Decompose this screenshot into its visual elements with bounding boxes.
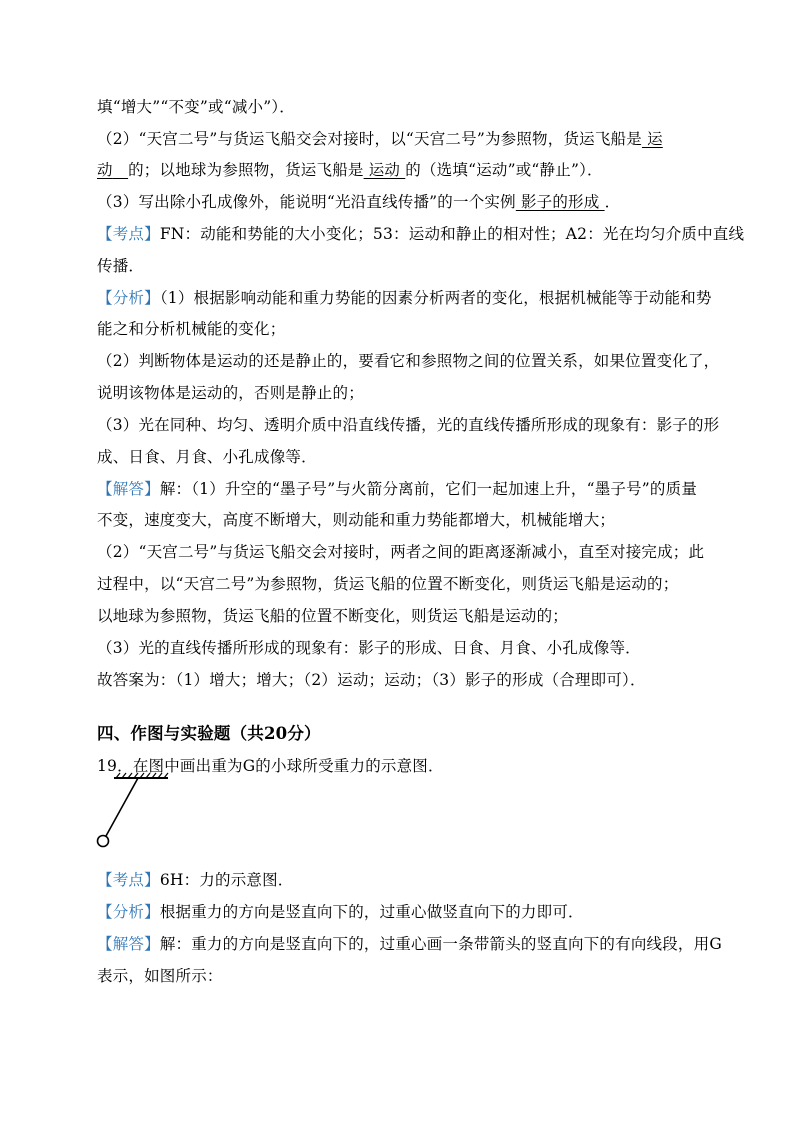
text-segment: 根据重力的方向是竖直向下的，过重心做竖直向下的力即可． — [159, 903, 584, 921]
jieda-tag: 【解答】 — [97, 480, 160, 498]
text-segment: 6H：力的示意图． — [159, 871, 294, 889]
text-line — [97, 256, 144, 276]
section-title: 四、作图与实验题（共20分） — [97, 724, 321, 743]
text-segment: 过程中，以“天宫二号”为参照物，货运飞船的位置不断变化，则货运飞船是运动的； — [97, 575, 679, 593]
text-line — [97, 447, 317, 467]
text-segment: （2）“天宫二号”与货运飞船交会对接时，两者之间的距离逐渐减小，直至对接完成；此 — [97, 543, 705, 561]
text-segment: 能之和分析机械能的变化； — [97, 320, 286, 338]
text-line — [97, 542, 704, 562]
pendulum-figure — [92, 772, 182, 852]
text-line — [97, 510, 615, 530]
text-segment: 的；以地球为参照物，货运飞船是 — [128, 161, 364, 179]
kaodian-tag: 【考点】 — [97, 225, 160, 243]
text-line — [97, 351, 719, 371]
text-segment: 表示，如图所示： — [97, 967, 223, 985]
text-segment: 解：重力的方向是竖直向下的，过重心画一条带箭头的竖直向下的有向线段，用G — [159, 935, 722, 953]
text-segment: 以地球为参照物，货运飞船的位置不断变化，则货运飞船是运动的； — [97, 607, 569, 625]
text-segment: 不变，速度变大，高度不断增大，则动能和重力势能都增大，机械能增大； — [97, 511, 616, 529]
fenxi-tag: 【分析】 — [97, 289, 160, 307]
pendulum-string — [106, 778, 138, 836]
text-segment: （3）光在同种、均匀、透明介质中沿直线传播，光的直线传播所形成的现象有：影子的形 — [97, 416, 720, 434]
text-segment: （3）写出除小孔成像外，能说明“光沿直线传播”的一个实例 — [97, 193, 516, 211]
fenxi-line — [97, 288, 712, 308]
text-line — [97, 97, 295, 117]
kaodian-tag: 【考点】 — [97, 871, 160, 889]
text-segment: 传播． — [97, 257, 145, 275]
text-line — [97, 574, 678, 594]
fenxi-tag: 【分析】 — [97, 903, 160, 921]
text-segment: 故答案为：（1）增大；增大；（2）运动；运动；（3）影子的形成（合理即可）． — [97, 671, 646, 689]
text-segment: 成、日食、月食、小孔成像等． — [97, 448, 317, 466]
answer-blank: 运 — [641, 130, 663, 148]
fenxi-line-2 — [97, 902, 584, 922]
jieda-line-2 — [97, 934, 722, 954]
text-segment: 填“增大”“不变”或“减小”）． — [97, 98, 295, 116]
text-line — [97, 638, 641, 658]
text-line — [97, 129, 663, 149]
text-segment: ． — [604, 193, 621, 211]
small-ball — [98, 836, 109, 847]
text-line — [97, 966, 223, 986]
text-line — [97, 606, 568, 626]
answer-blank: 影子的形成 — [515, 193, 605, 211]
jieda-tag: 【解答】 — [97, 935, 160, 953]
text-segment: （1）根据影响动能和重力势能的因素分析两者的变化，根据机械能等于动能和势 — [159, 289, 712, 307]
text-segment: （3）光的直线传播所形成的现象有：影子的形成、日食、月食、小孔成像等． — [97, 639, 641, 657]
text-segment: 解：（1）升空的“墨子号”与火箭分离前，它们一起加速上升，“墨子号”的质量 — [159, 480, 698, 498]
answer-blank: 运动 — [363, 161, 406, 179]
text-line — [97, 383, 364, 403]
text-segment: 说明该物体是运动的，否则是静止的； — [97, 384, 364, 402]
text-line — [97, 415, 719, 435]
kaodian-line — [97, 224, 744, 244]
text-line — [97, 319, 285, 339]
text-line — [97, 192, 620, 212]
kaodian-line-2 — [97, 870, 294, 890]
question-text: 19．在图中画出重为G的小球所受重力的示意图． — [97, 757, 444, 775]
text-segment: 的（选填“运动”或“静止”）． — [405, 161, 603, 179]
section-heading — [97, 724, 321, 744]
text-segment: （2）“天宫二号”与货运飞船交会对接时，以“天宫二号”为参照物，货运飞船是 — [97, 130, 642, 148]
answer-blank: 动 — [97, 161, 113, 179]
jieda-line — [97, 479, 697, 499]
text-line — [97, 160, 603, 180]
text-segment: FN：动能和势能的大小变化；53：运动和静止的相对性；A2：光在均匀介质中直线 — [159, 225, 745, 243]
text-segment: （2）判断物体是运动的还是静止的，要看它和参照物之间的位置关系，如果位置变化了， — [97, 352, 720, 370]
text-line — [97, 670, 646, 690]
